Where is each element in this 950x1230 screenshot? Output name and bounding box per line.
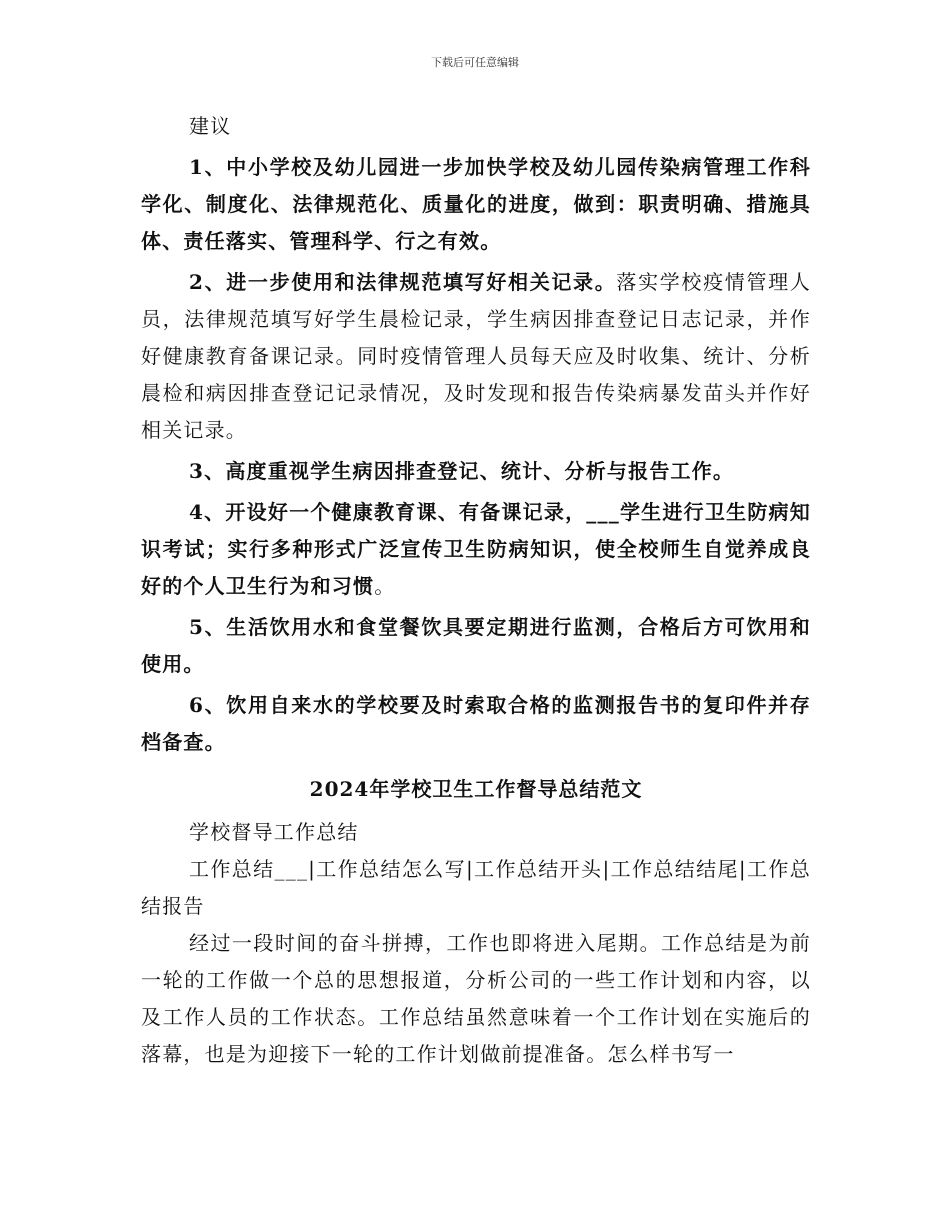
paragraph-subtitle: 学校督导工作总结 xyxy=(189,820,359,844)
paragraph-item-4 xyxy=(141,494,811,605)
paragraph-item-2 xyxy=(141,264,811,449)
paragraph-keywords: 工作总结___|工作总结怎么写|工作总结开头|工作总结结尾|工作总结报告 xyxy=(141,857,811,918)
paragraph-suggestion-heading: 建议 xyxy=(189,114,232,138)
item-2-body: 落实学校疫情管理人员，法律规范填写好学生晨检记录，学生病因排查登记日志记录，并作好健康教育备课记录。同时疫情管理人员每天应及时收集、统计、分析晨检和病因排查登记记录情况，及时发现和报告传染病暴发苗头并作好相关记录。 xyxy=(141,270,811,442)
paragraph-item-1: 1、中小学校及幼儿园进一步加快学校及幼儿园传染病管理工作科学化、制度化、法律规范化、质量化的进度，做到：职责明确、措施具体、责任落实、管理科学、行之有效。 xyxy=(141,155,811,253)
paragraph-item-6: 6、饮用自来水的学校要及时索取合格的监测报告书的复印件并存档备查。 xyxy=(141,693,811,754)
document-body xyxy=(141,108,811,1073)
paragraph-intro: 经过一段时间的奋斗拼搏，工作也即将进入尾期。工作总结是为前一轮的工作做一个总的思想报道，分析公司的一些工作计划和内容，以及工作人员的工作状态。工作总结虽然意味着一个工作计划在实施后的落幕，也是为迎接下一轮的工作计划做前提准备。怎么样书写一 xyxy=(141,931,811,1066)
paragraph-item-3: 3、高度重视学生病因排查登记、统计、分析与报告工作。 xyxy=(189,459,735,483)
paragraph-item-5: 5、生活饮用水和食堂餐饮具要定期进行监测，合格后方可饮用和使用。 xyxy=(141,615,811,676)
header-note: 下载后可任意编辑 xyxy=(431,56,519,69)
item-2-lead: 2、进一步使用和法律规范填写好相关记录。 xyxy=(189,270,617,294)
section-title: 2024年学校卫生工作督导总结范文 xyxy=(309,777,643,801)
item-4-end: 。 xyxy=(374,574,396,598)
item-4-body: 4、开设好一个健康教育课、有备课记录，___学生进行卫生防病知识考试；实行多种形式广泛宣传卫生防病知识，使全校师生自觉养成良好的个人卫生行为和习惯 xyxy=(141,500,811,598)
